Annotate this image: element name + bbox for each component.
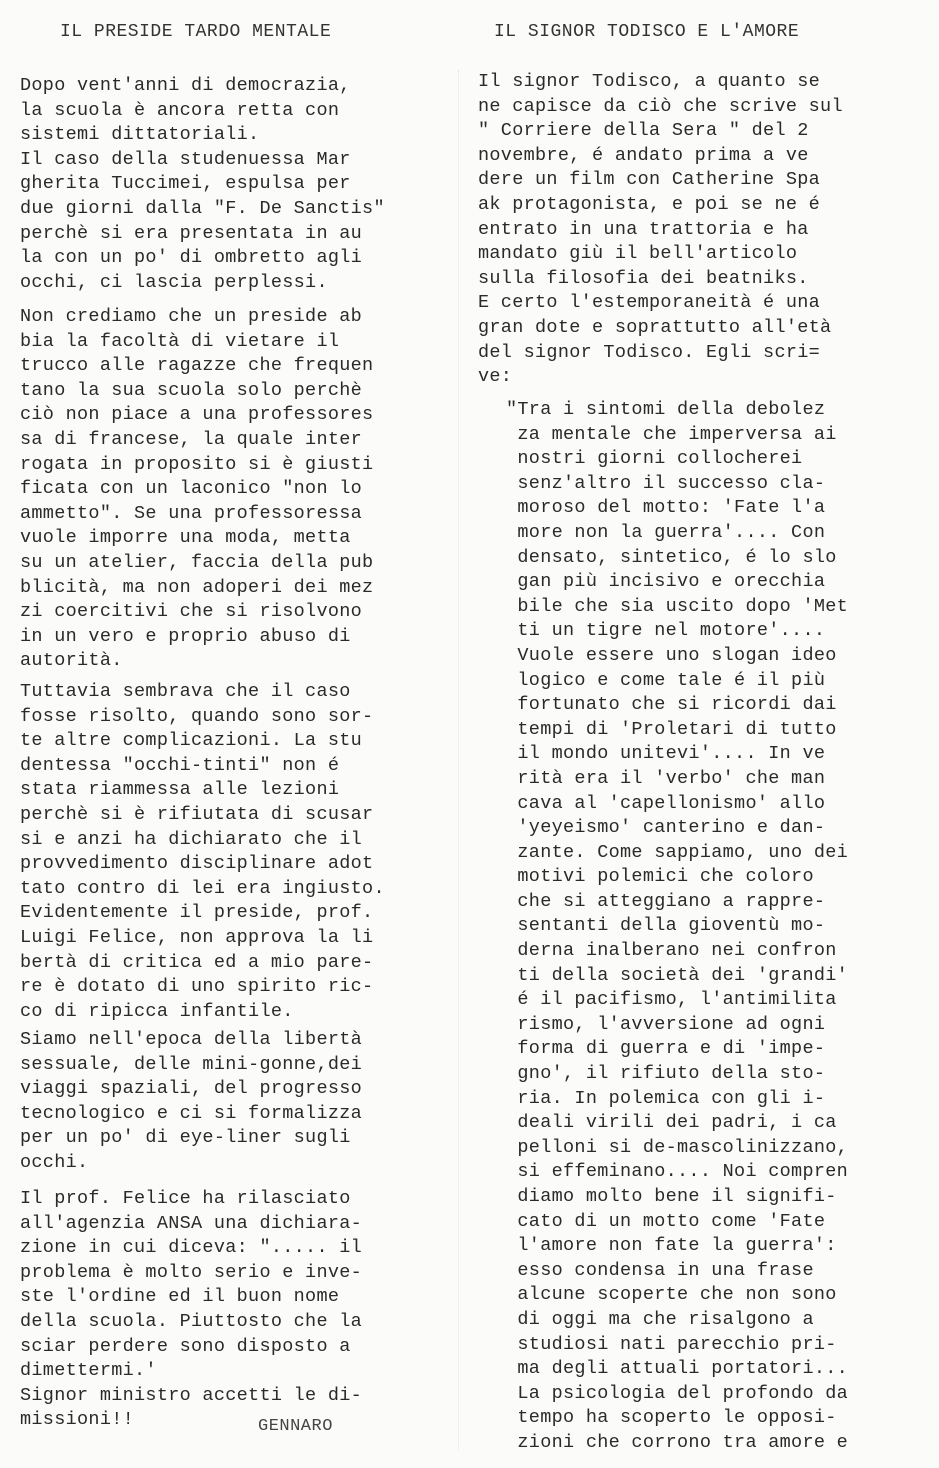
text-line: esso condensa in una frase [506, 1259, 814, 1281]
text-line: ve: [478, 366, 513, 388]
text-line: zione in cui diceva: "..... il [20, 1237, 363, 1259]
text-line: cava al 'capellonismo' allo [506, 792, 826, 814]
text-line: La psicologia del profondo da [506, 1382, 849, 1404]
text-line: forma di guerra e di 'impe- [506, 1038, 826, 1060]
left-article-title: IL PRESIDE TARDO MENTALE [60, 22, 332, 42]
right-quotation [506, 398, 848, 1456]
text-line: za mentale che imperversa ai [506, 423, 837, 445]
text-line: ma degli attuali portatori... [506, 1358, 849, 1380]
text-line: provvedimento disciplinare adot [20, 853, 374, 875]
text-line: che si atteggiano a rappre- [506, 890, 826, 912]
text-line: Il signor Todisco, a quanto se [478, 71, 821, 92]
text-line: dentessa "occhi-tinti" non é [20, 754, 340, 776]
text-line: sistemi dittatoriali. [20, 124, 260, 146]
text-line: gherita Tuccimei, espulsa per [20, 173, 351, 195]
text-line: Non crediamo che un preside ab [20, 306, 363, 327]
text-line: due giorni dalla "F. De Sanctis" [20, 197, 385, 219]
text-line: ammetto". Se una professoressa [20, 502, 363, 524]
text-line: Il caso della studenuessa Mar [20, 148, 351, 170]
text-line: tempo ha scoperto le opposi- [506, 1407, 837, 1429]
text-line: sentanti della gioventù mo- [506, 915, 826, 937]
text-line: la scuola è ancora retta con [20, 99, 340, 121]
text-line: zante. Come sappiamo, uno dei [506, 841, 849, 863]
text-line: zi coercitivi che si risolvono [20, 601, 363, 623]
text-line: dere un film con Catherine Spa [478, 169, 821, 191]
text-line: vuole imporre una moda, metta [20, 527, 351, 549]
text-line: su un atelier, faccia della pub [20, 551, 374, 573]
text-line: mandato giù il bell'articolo [478, 243, 798, 265]
text-line: é il pacifismo, l'antimilita [506, 989, 837, 1011]
text-line: Siamo nell'epoca della libertà [20, 1029, 363, 1050]
text-line: " Corriere della Sera " del 2 [478, 120, 809, 142]
text-line: occhi, ci lascia perplessi. [20, 271, 328, 293]
text-line: "Tra i sintomi della debolez [506, 399, 826, 420]
text-line: in un vero e proprio abuso di [20, 625, 351, 647]
text-line: del signor Todisco. Egli scri= [478, 341, 821, 363]
text-line: Dopo vent'anni di democrazia, [20, 75, 351, 96]
text-line: gno', il rifiuto della sto- [506, 1063, 826, 1085]
column-gutter [458, 70, 459, 1450]
text-line: rismo, l'avversione ad ogni [506, 1013, 826, 1035]
text-line: novembre, é andato prima a ve [478, 144, 809, 166]
left-paragraph-5 [20, 1187, 362, 1433]
author-signature: GENNARO [258, 1417, 333, 1436]
text-line: missioni!! [20, 1409, 135, 1431]
text-line: rità era il 'verbo' che man [506, 767, 826, 789]
text-line: perchè si è rifiutata di scusar [20, 803, 374, 825]
text-line: motivi polemici che coloro [506, 866, 814, 888]
left-paragraph-3 [20, 680, 385, 1024]
text-line: alcune scoperte che non sono [506, 1284, 837, 1306]
text-line: pelloni si de-mascolinizzano, [506, 1136, 849, 1158]
text-line: bia la facoltà di vietare il [20, 330, 340, 352]
text-line: ficata con un laconico "non lo [20, 478, 363, 500]
text-line: tecnologico e ci si formalizza [20, 1102, 363, 1124]
text-line: ne capisce da ciò che scrive sul [478, 95, 843, 117]
text-line: ciò non piace a una professores [20, 404, 374, 426]
text-line: cato di un motto come 'Fate [506, 1210, 826, 1232]
text-line: si e anzi ha dichiarato che il [20, 828, 363, 850]
text-line: re è dotato di uno spirito ric- [20, 976, 374, 998]
text-line: densato, sintetico, é lo slo [506, 546, 837, 568]
text-line: Signor ministro accetti le di- [20, 1384, 363, 1406]
text-line: moroso del motto: 'Fate l'a [506, 497, 826, 519]
text-line: il mondo unitevi'.... In ve [506, 743, 826, 765]
text-line: della scuola. Piuttosto che la [20, 1310, 363, 1332]
left-paragraph-1 [20, 74, 385, 295]
text-line: sulla filosofia dei beatniks. [478, 267, 809, 289]
text-line: gran dote e soprattutto all'età [478, 316, 832, 338]
text-line: senz'altro il successo cla- [506, 472, 826, 494]
text-line: 'yeyeismo' canterino e dan- [506, 817, 826, 839]
text-line: tano la sua scuola solo perchè [20, 379, 363, 401]
text-line: si effeminano.... Noi compren [506, 1161, 849, 1183]
text-line: ti un tigre nel motore'.... [506, 620, 826, 642]
text-line: Luigi Felice, non approva la li [20, 926, 374, 948]
text-line: rogata in proposito si è giusti [20, 453, 374, 475]
text-line: te altre complicazioni. La stu [20, 730, 363, 752]
text-line: Il prof. Felice ha rilasciato [20, 1188, 351, 1209]
text-line: all'agenzia ANSA una dichiara- [20, 1212, 363, 1234]
text-line: perchè si era presentata in au [20, 222, 363, 244]
text-line: logico e come tale é il più [506, 669, 826, 691]
text-line: sciar perdere sono disposto a [20, 1335, 351, 1357]
text-line: viaggi spaziali, del progresso [20, 1078, 363, 1100]
text-line: nostri giorni collocherei [506, 448, 803, 470]
text-line: per un po' di eye-liner sugli [20, 1127, 351, 1149]
text-line: bertà di critica ed a mio pare- [20, 951, 374, 973]
text-line: co di ripicca infantile. [20, 1000, 294, 1022]
text-line: more non la guerra'.... Con [506, 521, 826, 543]
text-line: sa di francese, la quale inter [20, 428, 363, 450]
right-article-title: IL SIGNOR TODISCO E L'AMORE [494, 22, 800, 42]
text-line: ste l'ordine ed il buon nome [20, 1286, 340, 1308]
text-line: occhi. [20, 1151, 89, 1173]
text-line: stata riammessa alle lezioni [20, 779, 340, 801]
text-line: studiosi nati parecchio pri- [506, 1333, 837, 1355]
text-line: trucco alle ragazze che frequen [20, 355, 374, 377]
text-line: ti della società dei 'grandi' [506, 964, 849, 986]
text-line: ria. In polemica con gli i- [506, 1087, 826, 1109]
text-line: Vuole essere uno slogan ideo [506, 644, 837, 666]
text-line: di oggi ma che risalgono a [506, 1308, 814, 1330]
text-line: fosse risolto, quando sono sor- [20, 705, 374, 727]
left-paragraph-4 [20, 1028, 362, 1176]
text-line: fortunato che si ricordi dai [506, 694, 837, 716]
left-paragraph-2 [20, 305, 373, 674]
text-line: bile che sia uscito dopo 'Met [506, 595, 849, 617]
right-intro-paragraph [478, 70, 843, 390]
text-line: zioni che corrono tra amore e [506, 1431, 849, 1453]
text-line: tato contro di lei era ingiusto. [20, 877, 385, 899]
text-line: entrato in una trattoria e ha [478, 218, 809, 240]
text-line: tempi di 'Proletari di tutto [506, 718, 837, 740]
text-line: derna inalberano nei confron [506, 940, 837, 962]
text-line: deali virili dei padri, i ca [506, 1112, 837, 1134]
text-line: E certo l'estemporaneità é una [478, 292, 821, 314]
text-line: sessuale, delle mini-gonne,dei [20, 1053, 363, 1075]
text-line: ak protagonista, e poi se ne é [478, 193, 821, 215]
text-line: la con un po' di ombretto agli [20, 247, 363, 269]
text-line: autorità. [20, 650, 123, 672]
text-line: Evidentemente il preside, prof. [20, 902, 374, 924]
text-line: blicità, ma non adoperi dei mez [20, 576, 374, 598]
text-line: problema è molto serio e inve- [20, 1261, 363, 1283]
text-line: gan più incisivo e orecchia [506, 571, 826, 593]
text-line: l'amore non fate la guerra': [506, 1235, 837, 1257]
text-line: Tuttavia sembrava che il caso [20, 681, 351, 702]
text-line: dimettermi.' [20, 1360, 157, 1382]
text-line: diamo molto bene il signifi- [506, 1186, 837, 1207]
